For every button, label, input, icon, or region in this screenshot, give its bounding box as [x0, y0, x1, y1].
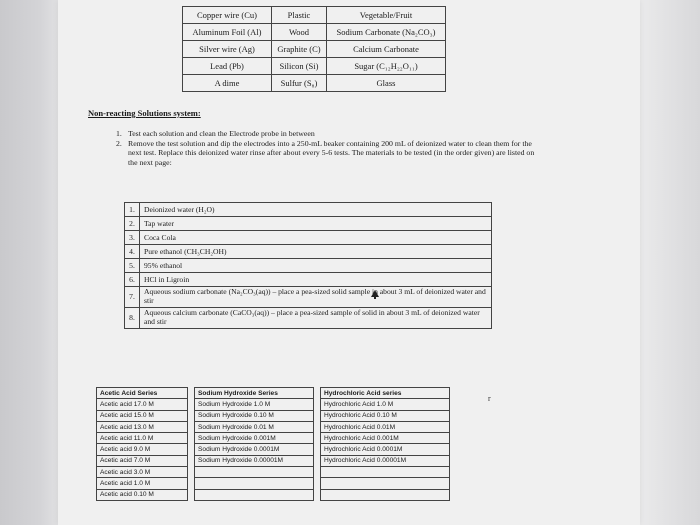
table-row	[321, 410, 450, 421]
table-header-row	[321, 388, 450, 399]
table-cell	[195, 489, 314, 500]
solution-name: Aqueous sodium carbonate (Na₂CO₃(aq)) – place a pea-sized solid sample in about 3 mL of deionized water and stir	[140, 287, 492, 308]
table-cell: Hydrochloric Acid 0.00001M	[321, 455, 450, 466]
table-cell: Sulfur (S₈)	[272, 75, 327, 92]
table-header: Sodium Hydroxide Series	[195, 388, 314, 399]
table-header-row	[97, 388, 188, 399]
table-header: Acetic Acid Series	[97, 388, 188, 399]
table-row	[125, 259, 492, 273]
table-cell: Sodium Hydroxide 0.10 M	[195, 410, 314, 421]
table-cell	[321, 467, 450, 478]
table-cell	[321, 489, 450, 500]
table-row	[183, 7, 446, 24]
solution-name: Deionized water (H₂O)	[140, 203, 492, 217]
table-cell: Sodium Hydroxide 0.0001M	[195, 444, 314, 455]
section-title: Non-reacting Solutions system:	[88, 108, 201, 118]
table-row	[321, 478, 450, 489]
margin-mark: r	[488, 394, 491, 403]
mouse-cursor-stem	[374, 296, 376, 299]
table-row	[125, 287, 492, 308]
table-row	[195, 399, 314, 410]
table-cell: Sodium Hydroxide 1.0 M	[195, 399, 314, 410]
table-row	[97, 444, 188, 455]
table-cell: Graphite (C)	[272, 41, 327, 58]
table-cell: Acetic acid 11.0 M	[97, 433, 188, 444]
table-cell: Glass	[327, 75, 446, 92]
table-cell: Vegetable/Fruit	[327, 7, 446, 24]
table-cell	[195, 478, 314, 489]
instructions-list	[116, 129, 536, 167]
row-number: 7.	[125, 287, 140, 308]
table-row	[321, 489, 450, 500]
table-row	[125, 203, 492, 217]
table-cell: Silicon (Si)	[272, 58, 327, 75]
table-row	[195, 433, 314, 444]
list-item-text: Test each solution and clean the Electrode probe in between	[128, 129, 315, 138]
table-header-row	[195, 388, 314, 399]
table-cell: Hydrochloric Acid 0.001M	[321, 433, 450, 444]
list-item-number: 2.	[116, 138, 122, 148]
table-row	[195, 489, 314, 500]
table-cell: Sugar (C₁₂H₂₂O₁₁)	[327, 58, 446, 75]
table-row	[321, 444, 450, 455]
solutions-table	[124, 202, 492, 329]
solution-name: Aqueous calcium carbonate (CaCO₃(aq)) – place a pea-sized sample of solid in about 3 mL of deionized water and stir	[140, 308, 492, 329]
table-cell: Acetic acid 7.0 M	[97, 455, 188, 466]
table-cell: Acetic acid 17.0 M	[97, 399, 188, 410]
table-cell: Acetic acid 0.10 M	[97, 489, 188, 500]
table-row	[183, 75, 446, 92]
table-row	[195, 467, 314, 478]
table-row	[125, 273, 492, 287]
row-number: 3.	[125, 231, 140, 245]
table-header: Hydrochloric Acid series	[321, 388, 450, 399]
table-cell: A dime	[183, 75, 272, 92]
table-cell: Plastic	[272, 7, 327, 24]
table-cell: Copper wire (Cu)	[183, 7, 272, 24]
solution-name: Tap water	[140, 217, 492, 231]
table-row	[183, 58, 446, 75]
table-cell: Hydrochloric Acid 0.10 M	[321, 410, 450, 421]
hydrochloric-acid-series-table	[320, 387, 450, 501]
table-row	[195, 478, 314, 489]
table-cell: Hydrochloric Acid 0.0001M	[321, 444, 450, 455]
table-row	[97, 467, 188, 478]
table-row	[97, 489, 188, 500]
row-number: 2.	[125, 217, 140, 231]
table-row	[125, 245, 492, 259]
table-cell: Acetic acid 9.0 M	[97, 444, 188, 455]
table-cell: Silver wire (Ag)	[183, 41, 272, 58]
table-row	[183, 24, 446, 41]
solution-name: Pure ethanol (CH₃CH₂OH)	[140, 245, 492, 259]
table-row	[125, 308, 492, 329]
table-cell	[321, 478, 450, 489]
solution-name: Coca Cola	[140, 231, 492, 245]
table-cell: Lead (Pb)	[183, 58, 272, 75]
table-row	[321, 455, 450, 466]
table-cell: Acetic acid 3.0 M	[97, 467, 188, 478]
table-cell	[195, 467, 314, 478]
table-row	[97, 433, 188, 444]
table-cell: Sodium Hydroxide 0.01 M	[195, 421, 314, 432]
list-item	[116, 139, 536, 168]
table-cell: Hydrochloric Acid 0.01M	[321, 421, 450, 432]
solution-name: 95% ethanol	[140, 259, 492, 273]
table-row	[195, 455, 314, 466]
table-cell: Acetic acid 13.0 M	[97, 421, 188, 432]
table-row	[97, 399, 188, 410]
table-row	[321, 433, 450, 444]
acetic-acid-series-table	[96, 387, 188, 501]
row-number: 5.	[125, 259, 140, 273]
table-cell: Aluminum Foil (Al)	[183, 24, 272, 41]
table-row	[195, 444, 314, 455]
table-row	[321, 421, 450, 432]
sodium-hydroxide-series-table	[194, 387, 314, 501]
table-cell: Sodium Carbonate (Na₂CO₃)	[327, 24, 446, 41]
row-number: 1.	[125, 203, 140, 217]
table-cell: Sodium Hydroxide 0.001M	[195, 433, 314, 444]
table-cell: Calcium Carbonate	[327, 41, 446, 58]
table-row	[97, 455, 188, 466]
row-number: 8.	[125, 308, 140, 329]
table-row	[195, 421, 314, 432]
table-row	[97, 421, 188, 432]
table-cell: Sodium Hydroxide 0.00001M	[195, 455, 314, 466]
list-item-text: Remove the test solution and dip the electrodes into a 250-mL beaker containing 200 mL of deionized water to clean them for the next test. Replace this deionized water rinse after about every 5-6 tests. The materials to be tested (in the order given) are listed on the next page:	[128, 138, 535, 167]
materials-table	[182, 6, 446, 92]
list-item-number: 1.	[116, 129, 122, 138]
table-row	[97, 478, 188, 489]
row-number: 6.	[125, 273, 140, 287]
table-row	[321, 467, 450, 478]
table-cell: Hydrochloric Acid 1.0 M	[321, 399, 450, 410]
row-number: 4.	[125, 245, 140, 259]
table-row	[183, 41, 446, 58]
table-row	[195, 410, 314, 421]
table-row	[125, 231, 492, 245]
table-cell: Acetic acid 1.0 M	[97, 478, 188, 489]
table-row	[321, 399, 450, 410]
solution-name: HCl in Ligroin	[140, 273, 492, 287]
table-cell: Acetic acid 15.0 M	[97, 410, 188, 421]
table-cell: Wood	[272, 24, 327, 41]
list-item	[116, 129, 536, 139]
table-row	[125, 217, 492, 231]
table-row	[97, 410, 188, 421]
